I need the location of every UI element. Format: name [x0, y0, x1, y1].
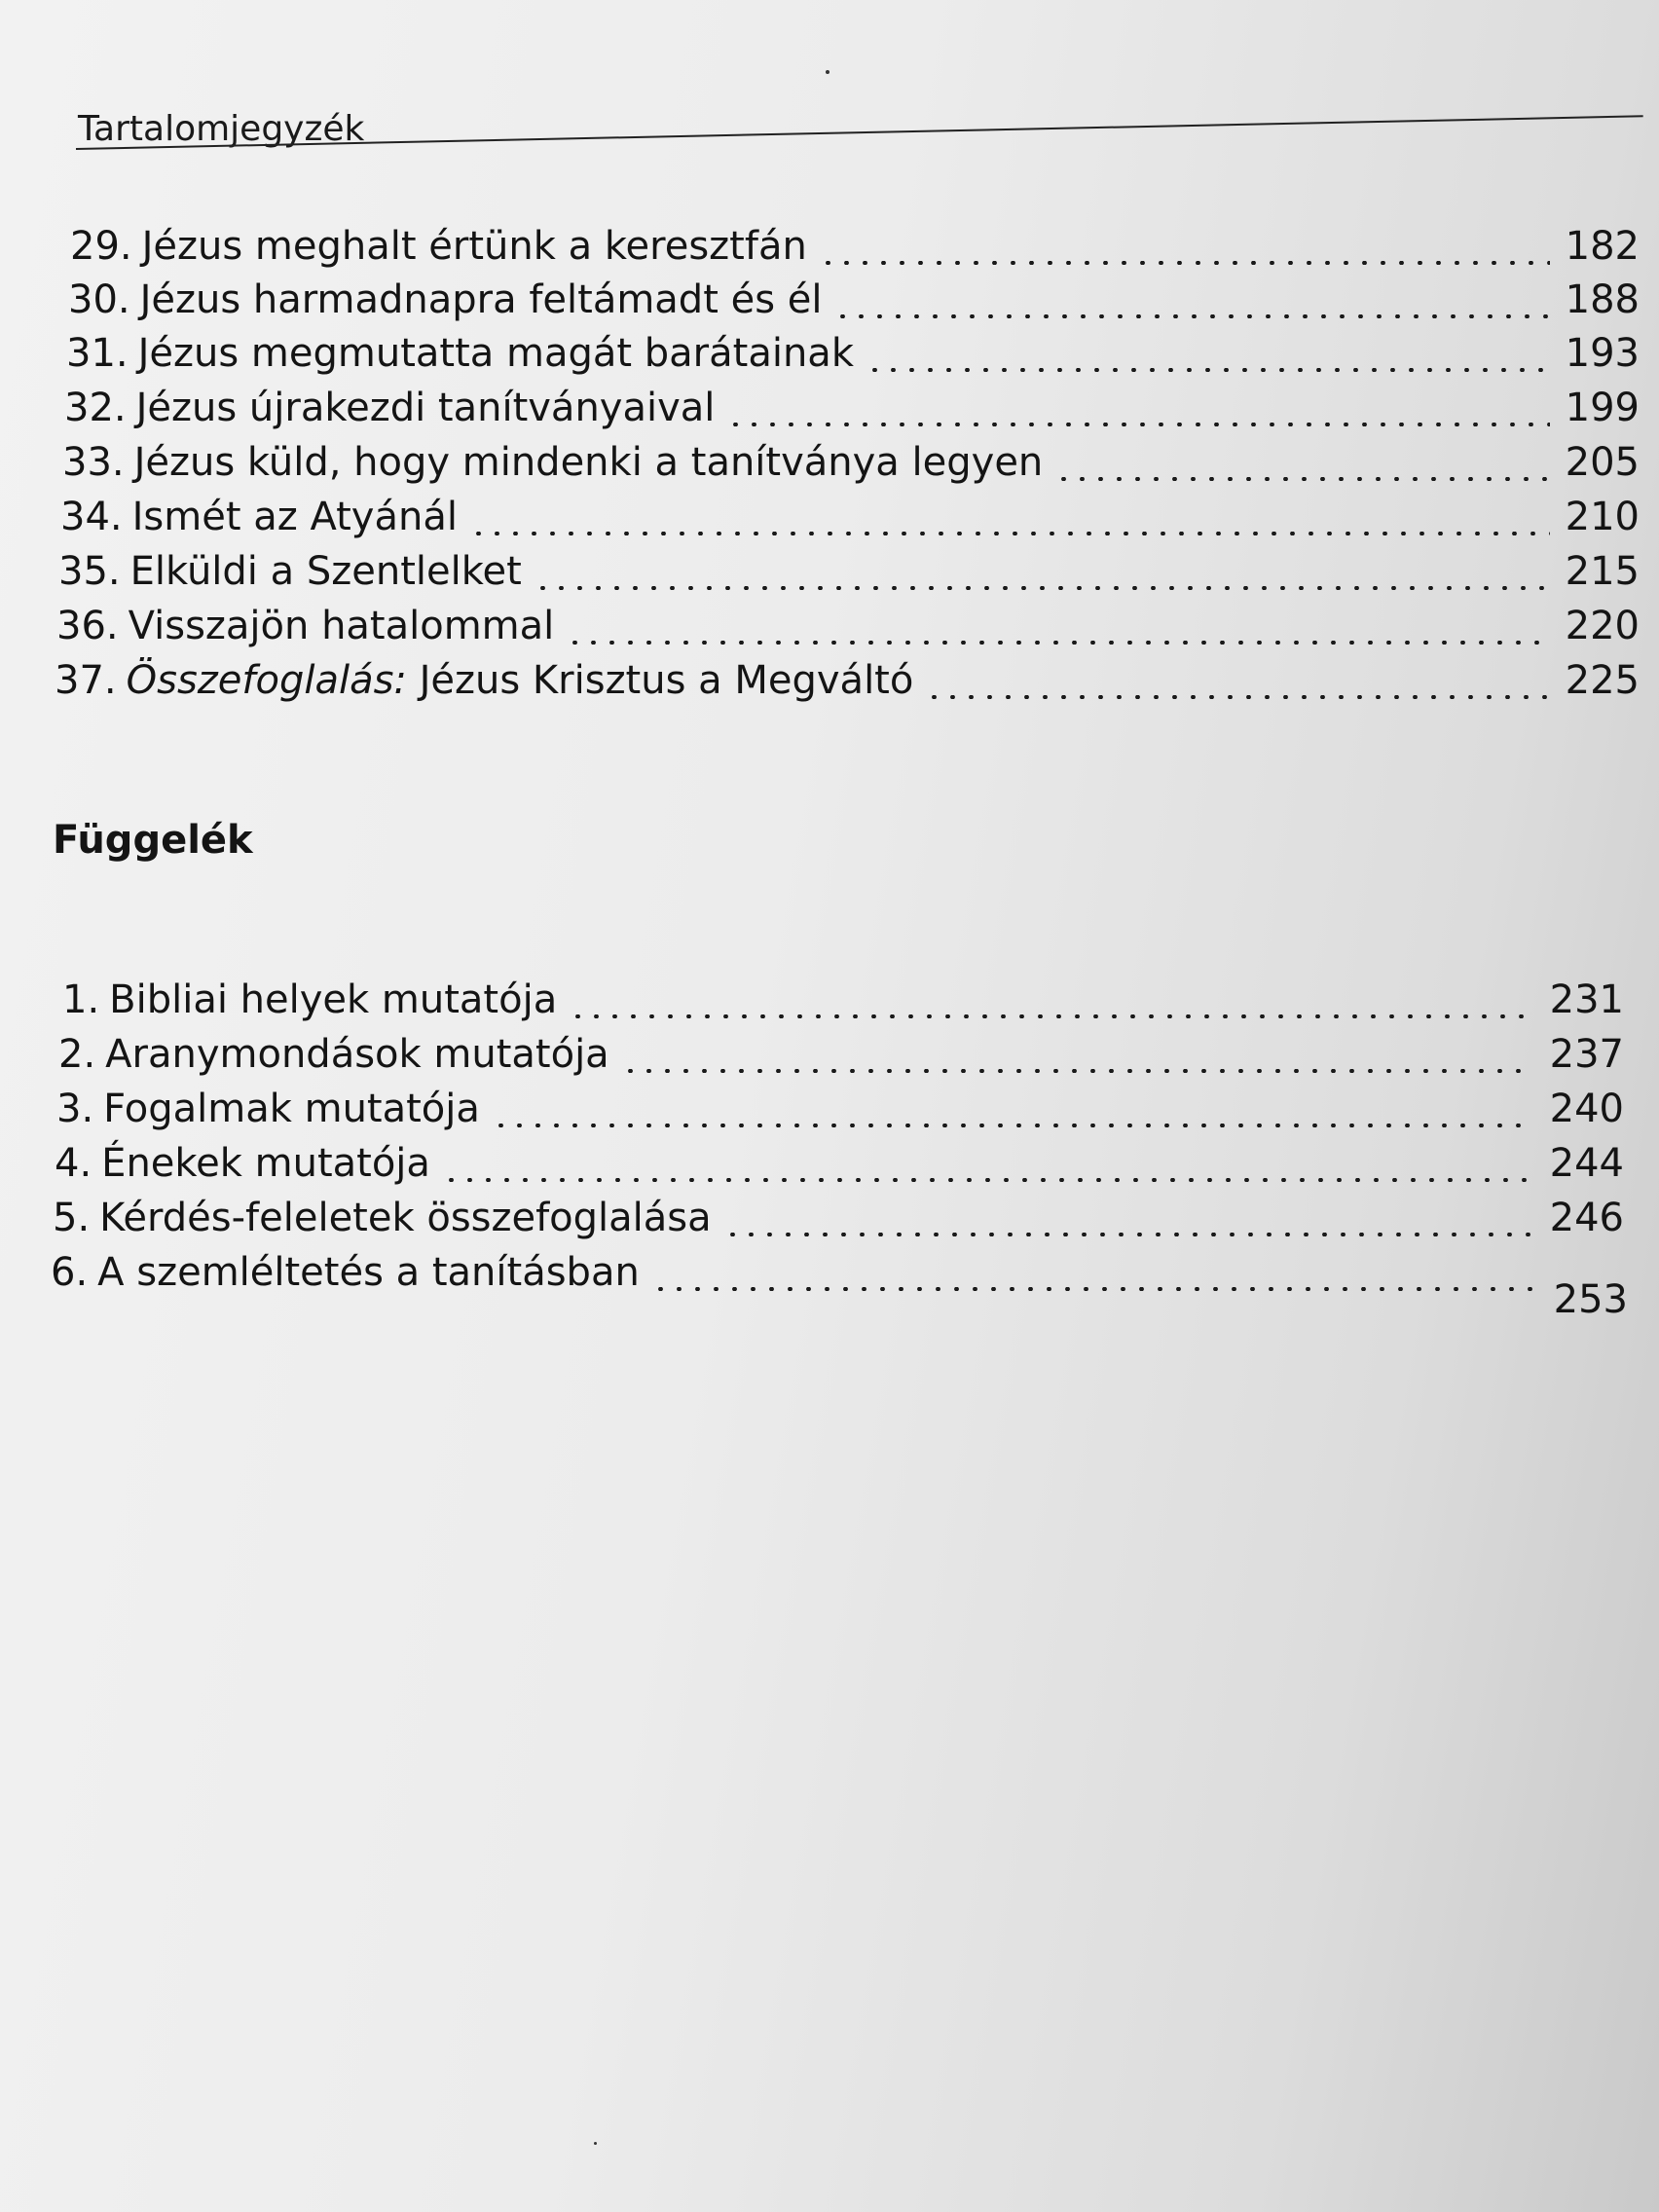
entry-page: 231: [1549, 977, 1624, 1022]
leader-dots: [1054, 477, 1550, 481]
entry-title: Jézus újrakezdi tanítványaival: [135, 386, 716, 430]
entry-title: Bibliai helyek mutatója: [109, 977, 558, 1022]
toc-entry: [55, 658, 1640, 713]
entry-number: 32.: [64, 386, 127, 430]
entry-title: [127, 658, 914, 703]
leader-dots: [726, 423, 1550, 426]
leader-dots: [833, 314, 1550, 318]
leader-dots: [442, 1178, 1534, 1182]
entry-number: 5.: [53, 1196, 91, 1240]
leader-dots: [651, 1287, 1534, 1291]
entry-page: 237: [1549, 1032, 1624, 1077]
toc-entry: [68, 277, 1640, 332]
entry-number: 4.: [55, 1141, 92, 1186]
toc-entry: [66, 331, 1640, 386]
entry-page: 182: [1565, 224, 1640, 269]
toc-entry: [51, 1250, 1624, 1305]
entry-page: 240: [1549, 1087, 1624, 1131]
entry-title-text: Jézus Krisztus a Megváltó: [419, 658, 914, 703]
entry-title: Jézus küld, hogy mindenki a tanítványa legyen: [133, 440, 1044, 485]
entry-title: A szemléltetés a tanításban: [97, 1250, 640, 1295]
leader-dots: [492, 1124, 1534, 1127]
entry-number: 33.: [62, 440, 125, 485]
entry-number: 6.: [51, 1250, 89, 1295]
entry-page: 246: [1549, 1196, 1624, 1240]
entry-page: 215: [1565, 549, 1640, 594]
leader-dots: [723, 1233, 1534, 1236]
entry-page: 225: [1565, 658, 1640, 703]
entry-title: Jézus meghalt értünk a keresztfán: [141, 224, 807, 269]
entry-number: 34.: [60, 495, 123, 539]
entry-number: 1.: [62, 977, 100, 1022]
toc-entry: [55, 1141, 1624, 1196]
toc-entry: [56, 604, 1640, 658]
entry-title-italic: Összefoglalás:: [126, 658, 407, 703]
leader-dots: [566, 641, 1550, 645]
leader-dots: [621, 1069, 1534, 1073]
leader-dots: [469, 532, 1550, 535]
entry-number: 36.: [56, 604, 119, 648]
toc-entry: [53, 1196, 1624, 1250]
entry-title: Kérdés-feleletek összefoglalása: [99, 1196, 712, 1240]
entry-page: 244: [1549, 1141, 1624, 1186]
speck-mark: [826, 70, 830, 74]
leader-dots: [569, 1014, 1534, 1018]
entry-number: 37.: [55, 658, 117, 703]
entry-title: Elküldi a Szentlelket: [129, 549, 522, 594]
toc-entry: [58, 1032, 1624, 1087]
entry-number: 35.: [58, 549, 121, 594]
entry-page: 199: [1565, 386, 1640, 430]
speck-mark: [594, 2142, 597, 2145]
leader-dots: [534, 586, 1550, 590]
entry-number: 2.: [58, 1032, 96, 1077]
entry-title: Visszajön hatalommal: [128, 604, 555, 648]
entry-title: Jézus megmutatta magát barátainak: [137, 331, 854, 376]
leader-dots: [866, 368, 1550, 372]
entry-title: Aranymondások mutatója: [105, 1032, 609, 1077]
entry-page: 188: [1565, 277, 1640, 322]
entry-number: 3.: [56, 1087, 94, 1131]
entry-page: 193: [1565, 331, 1640, 376]
entry-number: 30.: [68, 277, 130, 322]
running-head: Tartalomjegyzék: [78, 109, 365, 149]
entry-page: 253: [1553, 1277, 1628, 1322]
toc-entry: [64, 386, 1640, 440]
leader-dots: [819, 261, 1550, 265]
entry-title: Énekek mutatója: [101, 1141, 430, 1186]
entry-number: 29.: [70, 224, 132, 269]
toc-entry: [56, 1087, 1624, 1141]
entry-page: 220: [1565, 604, 1640, 648]
entry-title: Jézus harmadnapra feltámadt és él: [139, 277, 823, 322]
entry-page: 205: [1565, 440, 1640, 485]
entry-title: Fogalmak mutatója: [103, 1087, 480, 1131]
toc-entry: [62, 440, 1640, 495]
entry-page: 210: [1565, 495, 1640, 539]
toc-entry: [60, 495, 1640, 549]
toc-entry: [58, 549, 1640, 604]
toc-entry: [62, 977, 1624, 1032]
leader-dots: [925, 695, 1550, 699]
entry-number: 31.: [66, 331, 129, 376]
appendix-heading: Függelék: [53, 818, 253, 863]
toc-entry: [70, 224, 1640, 278]
entry-title: Ismét az Atyánál: [131, 495, 458, 539]
